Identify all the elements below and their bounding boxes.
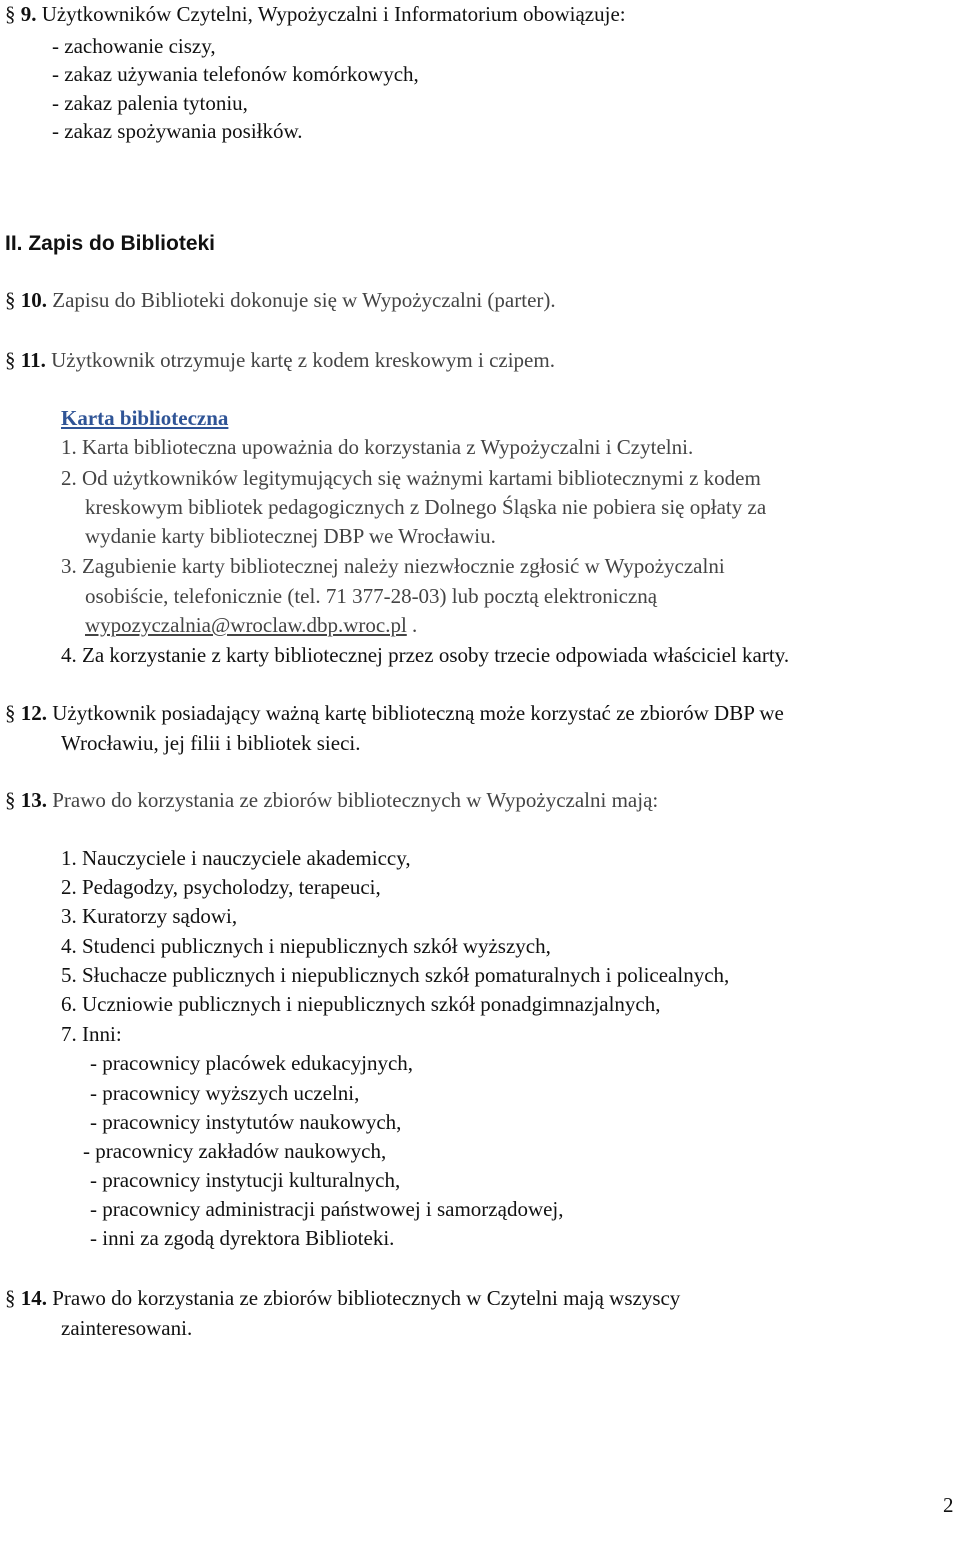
paragraph-11 [5, 350, 555, 371]
paragraph-12 [5, 703, 784, 724]
card-item-2: 2. Od użytkowników legitymujących się ważnymi kartami bibliotecznymi z kodem [61, 466, 761, 490]
section-sign-icon: § [5, 2, 16, 26]
paragraph-number: 13. [20, 788, 47, 812]
list-item: - zakaz używania telefonów komórkowych, [52, 62, 419, 86]
sub-list-item: - pracownicy instytucji kulturalnych, [90, 1168, 401, 1192]
list-item: - zachowanie ciszy, [52, 34, 216, 58]
card-heading: Karta biblioteczna [61, 406, 229, 430]
section-heading: II. Zapis do Biblioteki [5, 232, 216, 255]
section-sign-icon: § [5, 348, 16, 372]
paragraph-number: 14. [20, 1286, 47, 1310]
section-sign-icon: § [5, 288, 16, 312]
section-sign-icon: § [5, 1286, 16, 1310]
paragraph-14-line: zainteresowani. [61, 1316, 193, 1340]
sub-list-item: - pracownicy wyższych uczelni, [90, 1081, 360, 1105]
list-item: 6. Uczniowie publicznych i niepublicznych szkół ponadgimnazjalnych, [61, 992, 661, 1016]
section-sign-icon: § [5, 701, 16, 725]
paragraph-10 [5, 290, 556, 311]
sub-list-item: - pracownicy administracji państwowej i samorządowej, [90, 1197, 564, 1221]
list-item: 5. Słuchacze publicznych i niepublicznych szkół pomaturalnych i policealnych, [61, 963, 730, 987]
list-item: 3. Kuratorzy sądowi, [61, 904, 238, 928]
sub-list-item: - pracownicy zakładów naukowych, [83, 1139, 387, 1163]
paragraph-12-line: Wrocławiu, jej filii i bibliotek sieci. [61, 731, 361, 755]
email-link[interactable]: wypozyczalnia@wroclaw.dbp.wroc.pl [85, 613, 407, 637]
paragraph-text: Użytkownik posiadający ważną kartę biblioteczną może korzystać ze zbiorów DBP we [52, 701, 784, 725]
sub-list-item: - inni za zgodą dyrektora Biblioteki. [90, 1226, 395, 1250]
sub-list-item: - pracownicy placówek edukacyjnych, [90, 1051, 414, 1075]
sub-list-item: - pracownicy instytutów naukowych, [90, 1110, 402, 1134]
paragraph-text: Użytkowników Czytelni, Wypożyczalni i Informatorium obowiązuje: [41, 2, 626, 26]
paragraph-text: Zapisu do Biblioteki dokonuje się w Wypożyczalni (parter). [52, 288, 556, 312]
card-item-1: 1. Karta biblioteczna upoważnia do korzystania z Wypożyczalni i Czytelni. [61, 435, 694, 459]
paragraph-text: Prawo do korzystania ze zbiorów bibliotecznych w Wypożyczalni mają: [52, 788, 659, 812]
section-sign-icon: § [5, 788, 16, 812]
list-item: - zakaz palenia tytoniu, [52, 91, 248, 115]
paragraph-text: Prawo do korzystania ze zbiorów bibliotecznych w Czytelni mają wszyscy [52, 1286, 681, 1310]
paragraph-number: 9. [20, 2, 37, 26]
card-item-3-email-line: wypozyczalnia@wroclaw.dbp.wroc.pl . [85, 613, 418, 637]
paragraph-text: Użytkownik otrzymuje kartę z kodem kreskowym i czipem. [51, 348, 555, 372]
paragraph-number: 12. [20, 701, 47, 725]
paragraph-13 [5, 790, 658, 811]
card-item-3: 3. Zagubienie karty bibliotecznej należy niezwłocznie zgłosić w Wypożyczalni [61, 554, 725, 578]
list-item: 2. Pedagodzy, psycholodzy, terapeuci, [61, 875, 381, 899]
paragraph-number: 10. [20, 288, 47, 312]
list-item: 1. Nauczyciele i nauczyciele akademiccy, [61, 846, 411, 870]
card-item-2-line: wydanie karty bibliotecznej DBP we Wrocławiu. [85, 524, 496, 548]
card-item-3-line: osobiście, telefonicznie (tel. 71 377-28-03) lub pocztą elektroniczną [85, 584, 658, 608]
list-item: - zakaz spożywania posiłków. [52, 119, 303, 143]
page-number: 2 [943, 1493, 954, 1517]
paragraph-14 [5, 1288, 680, 1309]
paragraph-number: 11. [20, 348, 46, 372]
card-item-4: 4. Za korzystanie z karty bibliotecznej przez osoby trzecie odpowiada właściciel karty. [61, 643, 790, 667]
paragraph-9 [5, 4, 626, 25]
card-item-2-line: kreskowym bibliotek pedagogicznych z Dolnego Śląska nie pobiera się opłaty za [85, 495, 767, 519]
list-item: 4. Studenci publicznych i niepublicznych szkół wyższych, [61, 934, 551, 958]
list-item: 7. Inni: [61, 1022, 122, 1046]
